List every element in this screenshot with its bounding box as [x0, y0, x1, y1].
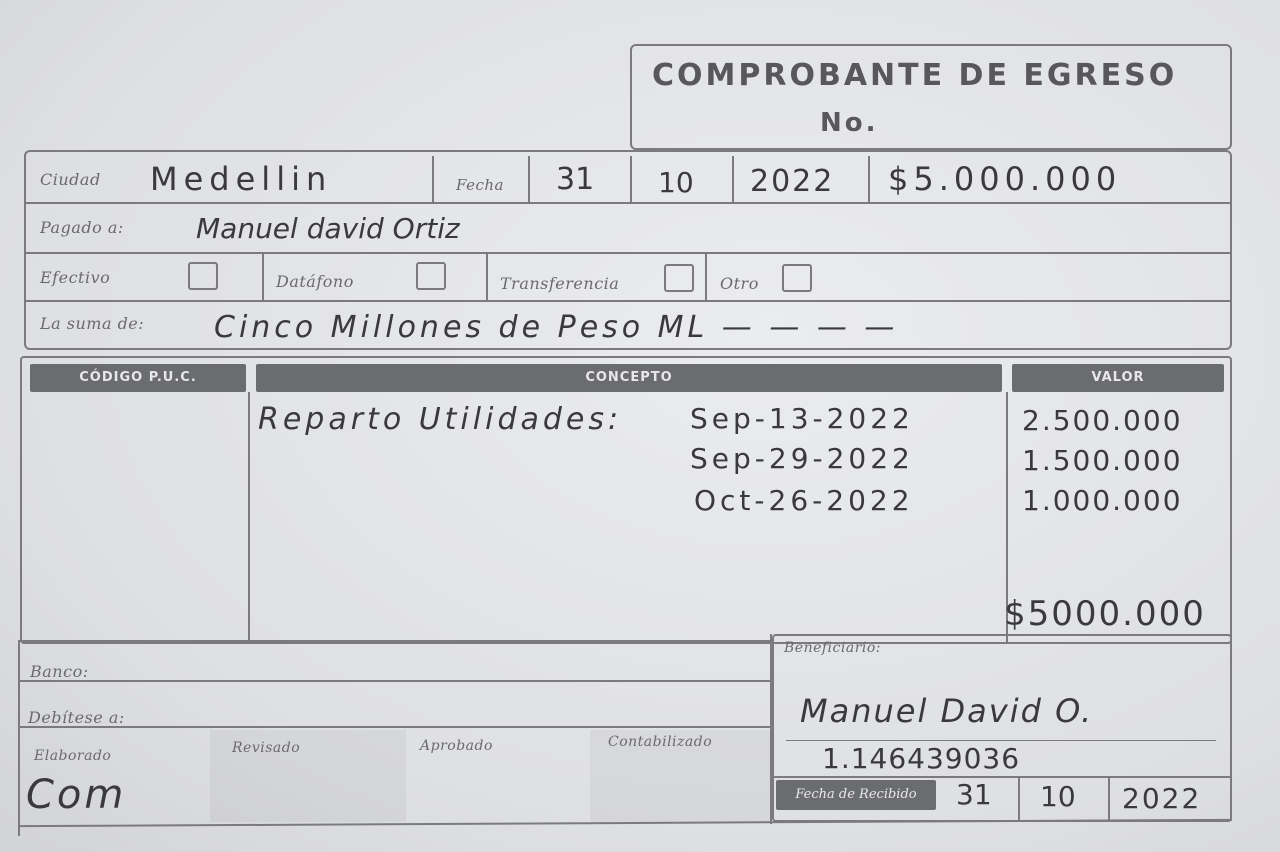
concept-date-1: Sep-13-2022	[690, 402, 914, 435]
contabilizado-label: Contabilizado	[608, 734, 713, 750]
concept-date-3: Oct-26-2022	[694, 484, 914, 517]
elaborado-label: Elaborado	[34, 748, 112, 764]
payment-transferencia-label: Transferencia	[500, 274, 620, 293]
fecha-year: 2022	[750, 164, 835, 199]
concept-title: Reparto Utilidades:	[258, 402, 623, 437]
transferencia-checkbox[interactable]	[664, 264, 694, 292]
valor-1: 2.500.000	[1022, 404, 1183, 437]
divider	[262, 252, 264, 302]
suma-label: La suma de:	[40, 314, 145, 333]
divider	[486, 252, 488, 302]
divider	[24, 252, 1232, 254]
beneficiario-name: Manuel David O.	[800, 692, 1094, 730]
debitese-label: Debítese a:	[28, 708, 125, 727]
datafono-checkbox[interactable]	[416, 262, 446, 290]
revisado-label: Revisado	[232, 740, 301, 756]
divider	[705, 252, 707, 302]
divider	[1108, 778, 1110, 820]
concepto-header: CONCEPTO	[256, 364, 1002, 392]
concept-date-2: Sep-29-2022	[690, 442, 914, 475]
fecha-day: 31	[556, 162, 595, 197]
beneficiario-label: Beneficiario:	[784, 640, 882, 656]
divider	[868, 156, 870, 204]
ciudad-value: Medellin	[150, 160, 333, 198]
fecha-label: Fecha	[456, 176, 504, 194]
divider	[432, 156, 434, 204]
recibido-day: 31	[956, 778, 992, 811]
divider	[528, 156, 530, 204]
payment-otro-label: Otro	[720, 274, 759, 293]
divider	[732, 156, 734, 204]
aprobado-label: Aprobado	[420, 738, 493, 754]
valor-header: VALOR	[1012, 364, 1224, 392]
recibido-year: 2022	[1122, 782, 1202, 815]
valor-total: $5000.000	[1004, 594, 1206, 634]
divider	[18, 640, 772, 642]
suma-value: Cinco Millones de Peso ML — — — —	[214, 310, 899, 345]
divider	[18, 726, 772, 728]
divider	[1018, 778, 1020, 820]
document-title: COMPROBANTE DE EGRESO	[652, 58, 1178, 93]
divider	[18, 680, 772, 682]
beneficiario-id: 1.146439036	[822, 742, 1021, 775]
divider	[248, 392, 250, 642]
signature-line	[786, 740, 1216, 741]
total-amount-header: $5.000.000	[888, 160, 1122, 198]
number-label: No.	[820, 108, 879, 138]
pagado-value: Manuel david Ortiz	[196, 212, 460, 245]
elaborado-value: Com	[26, 772, 127, 818]
fecha-recibido-label: Fecha de Recibido	[776, 780, 936, 810]
efectivo-checkbox[interactable]	[188, 262, 218, 290]
divider	[18, 640, 20, 836]
payment-datafono-label: Datáfono	[276, 272, 354, 291]
ciudad-label: Ciudad	[40, 170, 101, 189]
divider	[24, 202, 1232, 204]
banco-label: Banco:	[30, 662, 89, 681]
otro-checkbox[interactable]	[782, 264, 812, 292]
fecha-month: 10	[658, 166, 694, 199]
codigo-header: CÓDIGO P.U.C.	[30, 364, 246, 392]
recibido-month: 10	[1040, 780, 1076, 813]
payment-efectivo-label: Efectivo	[40, 268, 111, 287]
valor-3: 1.000.000	[1022, 484, 1183, 517]
divider	[630, 156, 632, 204]
divider	[772, 776, 1232, 778]
pagado-label: Pagado a:	[40, 218, 124, 237]
valor-2: 1.500.000	[1022, 444, 1183, 477]
divider	[24, 300, 1232, 302]
